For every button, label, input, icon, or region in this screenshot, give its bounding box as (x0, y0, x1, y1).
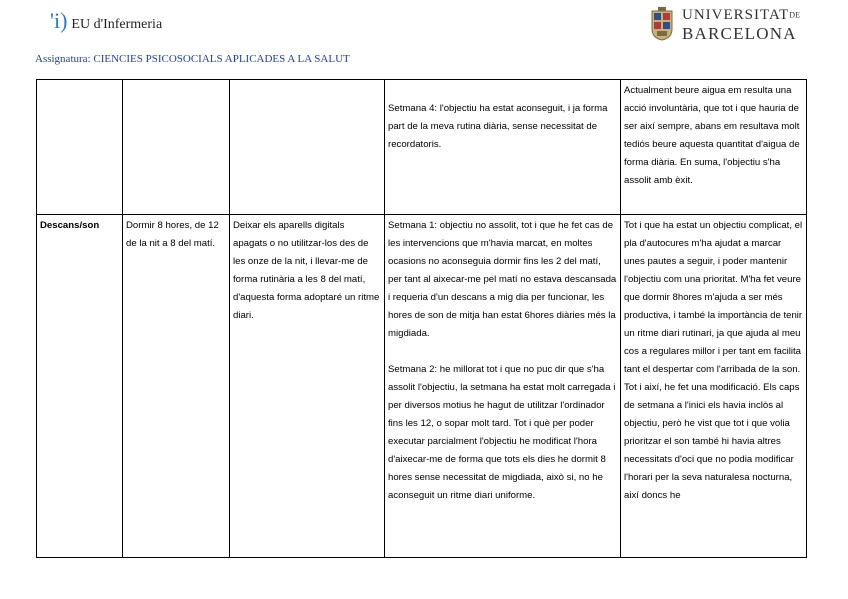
table-cell-interventions (230, 80, 385, 215)
table-cell-weekly-progress: Setmana 4: l'objectiu ha estat aconseguit, i ja forma part de la meva rutina diària, sense necessitat de recordatoris. (385, 80, 621, 215)
table-cell-weekly-progress: Setmana 1: objectiu no assolit, tot i que he fet cas de les intervencions que m'havia marcat, en moltes ocasions no aconseguia dormir fins les 2 del matí, per tant al aixecar-me pel matí no estava descansada i requeria d'un descans a mig dia per funcionar, les hores de son de mitja han estat 6hores diàries més la migdiada. Setmana 2: he millorat tot i que no puc dir que s'ha assolit l'objectiu, la setmana ha estat molt carregada i per diversos motius he hagut de utilitzar l'ordinador fins les 12, o sopar molt tard. Tot i què per poder executar parcialment l'objectiu he modificat l'hora d'aixecar-me de forma que tots els dies he dormit 8 hores sense necessitat de migdiada, això si, no he aconseguit un ritme diari uniforme. (385, 215, 621, 558)
table-cell-evaluation: Tot i que ha estat un objectiu complicat, el pla d'autocures m'ha ajudat a marcar unes pautes a seguir, i poder mantenir l'objectiu com una prioritat. M'ha fet veure que dormir 8hores m'ajuda a ser més productiva, i també la importància de tenir un ritme diari rutinari, ja que ajuda al meu cos a regulares millor i per tant em facilita tant el despertar com l'arribada de la son. Tot i així, he fet una modificació. Els caps de setmana a l'inici els havia inclòs al objectiu, però he vist que tot i que volia prioritzar el son també hi havia altres necessitats d'oci que no podia modificar l'horari per la seva naturalesa nocturna, així doncs he (621, 215, 807, 558)
university-name-de: DE (789, 10, 800, 20)
table-row (37, 80, 807, 215)
eu-infermeria-logo (50, 10, 162, 33)
self-care-plan-table (36, 79, 807, 558)
eu-infermeria-logo-mark: 'i) (50, 8, 68, 33)
assignatura-title: Assignatura: CIENCIES PSICOSOCIALS APLICADES A LA SALUT (35, 53, 350, 65)
universitat-barcelona-logo (650, 6, 800, 43)
university-name-line2: BARCELONA (682, 23, 797, 43)
table-cell-objective (123, 80, 230, 215)
table-cell-area (37, 80, 123, 215)
university-name-line1: UNIVERSITAT (682, 7, 790, 23)
university-seal-icon (650, 7, 674, 41)
table-row (37, 215, 807, 558)
eu-infermeria-logo-text: EU d'Infermeria (71, 17, 163, 32)
table-cell-objective: Dormir 8 hores, de 12 de la nit a 8 del matí. (123, 215, 230, 558)
table-cell-interventions: Deixar els aparells digitals apagats o no utilitzar-los des de les onze de la nit, i llevar-me de forma rutinària a les 8 del matí, d'aquesta forma adoptaré un ritme diari. (230, 215, 385, 558)
table-cell-evaluation: Actualment beure aigua em resulta una acció involuntària, que tot i que hauria de ser així sempre, abans em resultava molt tediós beure aquesta quantitat d'aigua de forma diària. En suma, l'objectiu s'ha assolit amb èxit. (621, 80, 807, 215)
table-cell-area: Descans/son (37, 215, 123, 558)
